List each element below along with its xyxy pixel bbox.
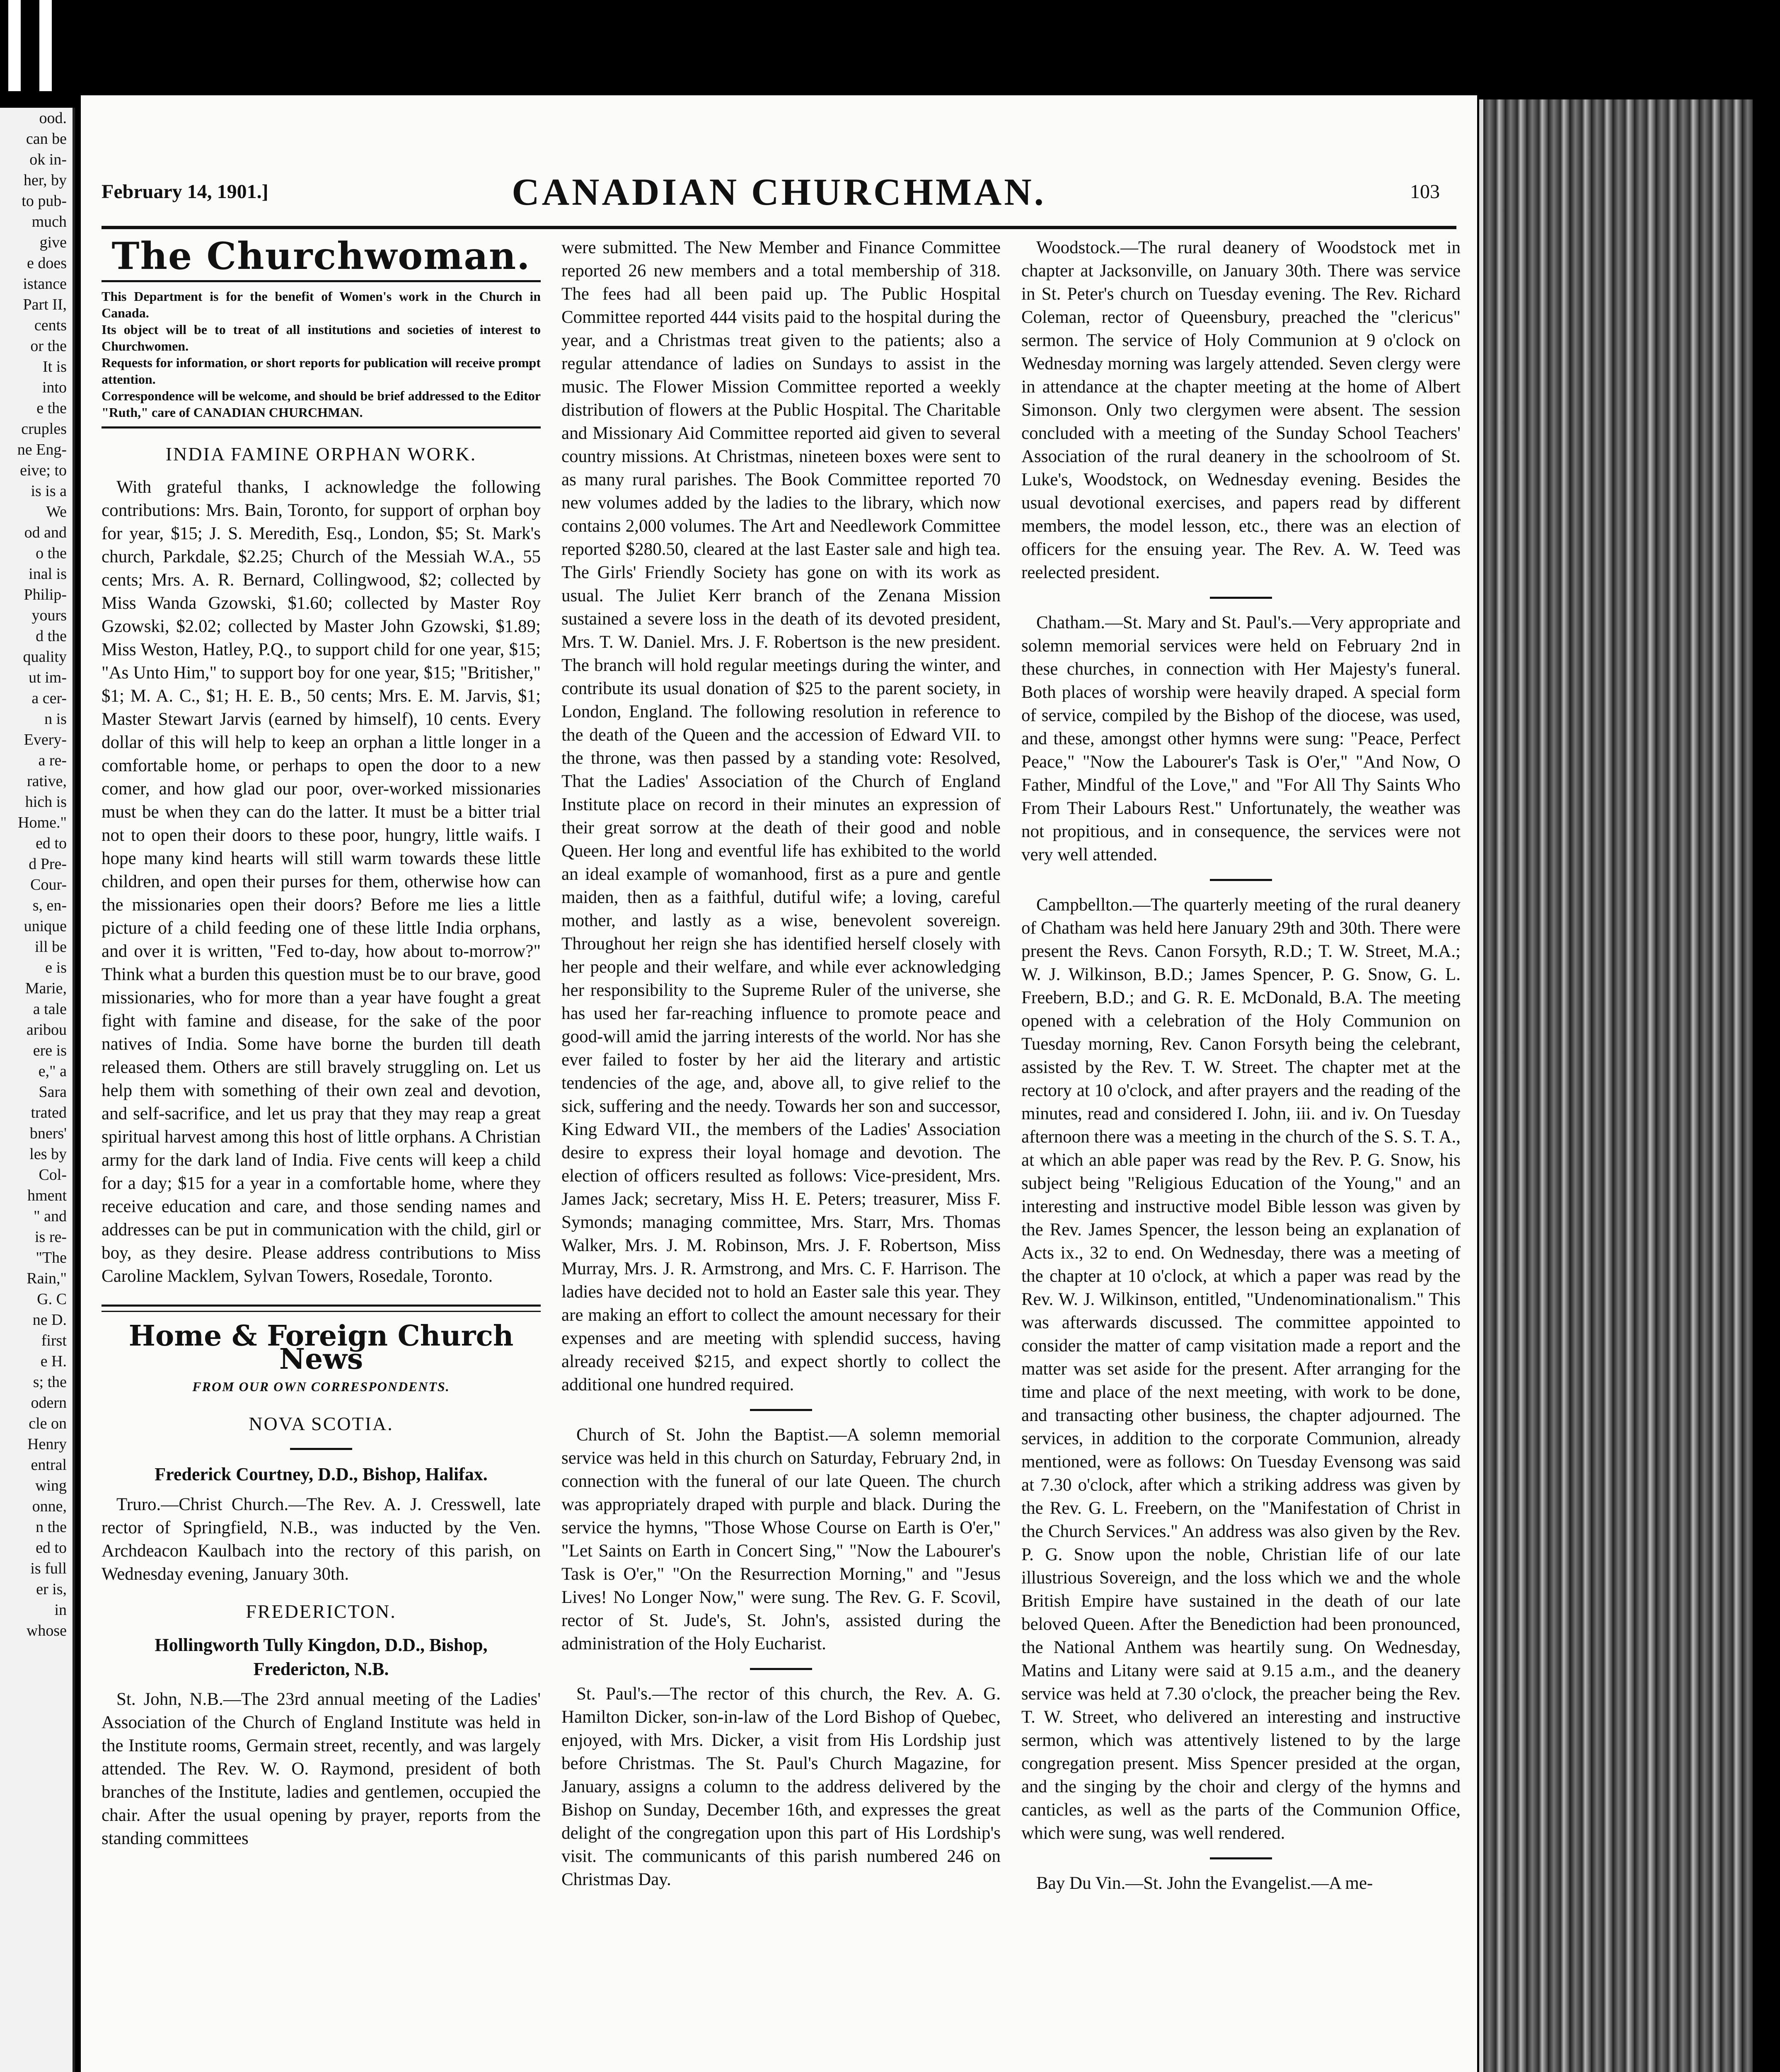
- facing-page-word: a re-: [38, 752, 67, 769]
- facing-page-word: rative,: [27, 772, 67, 790]
- facing-page-word: ill be: [34, 938, 67, 956]
- facing-page-word: Marie,: [25, 980, 67, 997]
- news-item: Bay Du Vin.—St. John the Evangelist.—A me-: [1036, 1874, 1373, 1893]
- facing-page-word: odern: [31, 1394, 67, 1411]
- news-item: St. Paul's.—The rector of this church, the Rev. A. G. Hamilton Dicker, son-in-law of the Lord Bishop of Quebec, enjoyed, with Mrs. Dicker, a visit from His Lordship just before Christmas. The St. Paul's Church Magazine, for January, assigns a column to the address delivered by the Bishop on Sunday, December 16th, and expresses the great delight of the congregation upon this part of His Lordship's visit. The communicants of this parish numbered 246 on Christmas Day.: [561, 1684, 1001, 1889]
- facing-page-word: Rain,": [27, 1270, 67, 1287]
- divider: [1210, 597, 1272, 599]
- article-title: INDIA FAMINE ORPHAN WORK.: [165, 443, 477, 465]
- facing-page-word: or the: [30, 337, 67, 355]
- facing-page-word: into: [42, 379, 67, 396]
- facing-page-word: a tale: [33, 1000, 67, 1018]
- facing-page-word: les by: [29, 1145, 67, 1163]
- facing-page-word: in: [54, 1601, 67, 1619]
- section-divider: [102, 1305, 541, 1312]
- facing-page-word: o the: [36, 545, 67, 562]
- page-header: [102, 162, 1456, 228]
- news-section-title: Home & Foreign Church News: [128, 1319, 514, 1376]
- facing-page-word: hich is: [25, 793, 67, 811]
- facing-page-word: can be: [26, 130, 67, 148]
- book-page-edges: [1479, 99, 1753, 2072]
- divider: [1210, 1857, 1272, 1859]
- notice-line: Correspondence will be welcome, and should be brief addressed to the Editor "Ruth," care of CANADIAN CHURCHMAN.: [102, 388, 541, 420]
- facing-page-word: Col-: [39, 1166, 67, 1184]
- diocese-title-fredericton: FREDERICTON.: [246, 1601, 397, 1622]
- page-number: 103: [1410, 181, 1440, 203]
- news-item: Campbellton.—The quarterly meeting of the rural deanery of Chatham was held here January 29th and 30th. There were present the Revs. Canon Forsyth, R.D.; T. W. Street, M.A.; W. J. Wilkinson, B.D.; James Spencer, P. G. Snow, G. L. Freebern, B.D.; and G. R. E. McDonald, B.A. The meeting opened with a celebration of the Holy Communion on Tuesday morning, Rev. Canon Forsyth being the celebrant, assisted by the Rev. T. W. Street. The chapter met at the rectory at 10 o'clock, and after prayers and the reading of the minutes, read and considered I. John, iii. and iv. On Tuesday afternoon there was a meeting in the church of the S. S. T. A., at which an able paper was read by the Rev. P. G. Snow, his subject being "Religious Education of the Young," and an interesting and instructive model Bible lesson was given by the Rev. James Spencer, the lesson being an explanation of Acts ix., 32 to end. On Wednesday, there was a meeting of the chapter at 10 o'clock, at which a paper was read by the Rev. W. J. Wilkinson, entitled, "Undenominationalism." This was afterwards discussed. The committee appointed to consider the matter of camp visitation made a report and the matter was set aside for the present. After arranging for the time and place of the next meeting, with work to be done, and transacting other business, the chapter adjourned. The services, in addition to the corporate Communion, already mentioned, were as follows: On Tuesday Evensong was said at 7.30 o'clock, after which a striking address was given by the Rev. G. L. Freebern, on the "Manifestation of Christ in the Church Services." An address was also given by the Rev. P. G. Snow upon the noble, Christian life of our late illustrious Sovereign, and the loss which we and the whole British Empire have sustained in the death of our late beloved Queen. After the Benediction had been pronounced, the National Anthem was heartily sung. On Wednesday, Matins and Litany were said at 9.15 a.m., and the deanery service was held at 7.30 o'clock, the preacher being the Rev. T. W. Street, who delivered an interesting and instructive sermon, which was attentively listened to by the large congregation present. Miss Spencer presided at the organ, and the singing by the choir and clergy of the hymns and canticles, as well as the parts of the Communion Office, which were sung, was well rendered.: [1021, 895, 1461, 1843]
- news-item: Church of St. John the Baptist.—A solemn memorial service was held in this church on Saturday, February 2nd, in connection with the funeral of our late Queen. The church was appropriately draped with purple and black. During the service the hymns, "Those Whose Course on Earth is O'er," "Let Saints on Earth in Concert Sing," "Now the Labourer's Task is O'er," "On the Resurrection Morning," and "Jesus Lives! No Longer Now," were sung. The Rev. G. F. Scovil, rector of St. Jude's, St. John's, assisted during the administration of the Holy Eucharist.: [561, 1425, 1001, 1653]
- facing-page-word: e does: [27, 254, 67, 272]
- facing-page-word: bners': [29, 1125, 67, 1142]
- facing-page-word: It is: [42, 358, 67, 375]
- facing-page-word: s; the: [33, 1373, 67, 1391]
- facing-page-word: " and: [34, 1208, 67, 1225]
- scan-bar-top-2: [39, 0, 52, 91]
- facing-page-word: n is: [44, 710, 67, 728]
- facing-page-word: n the: [36, 1518, 67, 1536]
- facing-page-word: Cour-: [30, 876, 67, 893]
- facing-page-word: er is,: [36, 1581, 67, 1598]
- facing-page-word: inal is: [29, 565, 67, 583]
- bishop-fredericton: [102, 1633, 541, 1681]
- facing-page-word: istance: [23, 275, 67, 293]
- facing-page-word: ed to: [36, 1539, 67, 1556]
- header-rule: [102, 226, 1456, 229]
- bishop-line: Fredericton, N.B.: [253, 1659, 389, 1679]
- facing-page-word: is full: [30, 1560, 67, 1577]
- notice-line: Requests for information, or short reports for publication will receive prompt attention.: [102, 355, 541, 387]
- scan-bar-top-1: [8, 0, 21, 91]
- news-item: Truro.—Christ Church.—The Rev. A. J. Cresswell, late rector of Springfield, N.B., was inducted by the Ven. Archdeacon Kaulbach into the rectory of this parish, on Wednesday evening, January 30th.: [102, 1495, 541, 1584]
- facing-page-word: much: [31, 213, 67, 230]
- divider: [1210, 879, 1272, 881]
- facing-page-word: give: [39, 234, 67, 251]
- bishop-nova-scotia: Frederick Courtney, D.D., Bishop, Halifax.: [155, 1464, 488, 1484]
- facing-page-word: trated: [31, 1104, 67, 1121]
- facing-page-word: cruples: [21, 420, 67, 438]
- newspaper-page: [81, 95, 1477, 2072]
- facing-page-word: Philip-: [24, 586, 67, 603]
- facing-page-word: unique: [24, 917, 67, 935]
- department-notice: [102, 280, 541, 428]
- facing-page-word: quality: [23, 648, 67, 666]
- facing-page-word: ok in-: [29, 151, 67, 168]
- facing-page-word: od and: [24, 524, 67, 541]
- facing-page-word: hment: [27, 1187, 67, 1204]
- news-item: St. John, N.B.—The 23rd annual meeting of the Ladies' Association of the Church of England Institute was held in the Institute rooms, Germain street, recently, and was largely attended. The Rev. W. O. Raymond, president of both branches of the Institute, ladies and gentlemen, occupied the chair. After the usual opening by prayer, reports from the standing committees: [102, 1690, 541, 1848]
- facing-page-word: a cer-: [31, 690, 67, 707]
- facing-page-word: cents: [34, 317, 67, 334]
- notice-line: Its object will be to treat of all institutions and societies of interest to Churchwomen.: [102, 322, 541, 353]
- facing-page-word: her, by: [24, 172, 67, 189]
- masthead-title: CANADIAN CHURCHMAN.: [512, 171, 1046, 213]
- facing-page-word: entral: [31, 1456, 67, 1474]
- facing-page-word: ne D.: [32, 1311, 67, 1329]
- facing-page-word: e the: [36, 399, 67, 417]
- facing-page-word: Every-: [24, 731, 67, 748]
- news-item: were submitted. The New Member and Finance Committee reported 26 new members and a total membership of 318. The fees had all been paid up. The Public Hospital Committee reported 444 visits paid to the hospital during the year, and a Christmas treat given to the patients; also a regular attendance of ladies on Sundays to assist in the music. The Flower Mission Committee reported a weekly distribution of flowers at the Public Hospital. The Charitable and Missionary Aid Committee reported aid given to several country missions. At Christmas, nineteen boxes were sent to as many rural parishes. The Book Committee reported 70 new volumes added by the ladies to the library, which now contains 2,000 volumes. The Art and Needlework Committee reported $280.50, cleared at the last Easter sale and high tea. The Girls' Friendly Society has gone on with its work as usual. The Juliet Kerr branch of the Zenana Mission sustained a severe loss in the death of its devoted president, Mrs. T. W. Daniel. Mrs. J. F. Robertson is the new president. The branch will hold regular meetings during the winter, and contribute its usual donation of $25 to the parent society, in London, England. The following resolution in reference to the death of the Queen and the accession of Edward VII. to the throne, was then passed by a standing vote: Resolved, That the Ladies' Association of the Church of England Institute place on record in their minutes an expression of their great sorrow at the death of their good and noble Queen. Her long and eventful life has exhibited to the world an ideal example of womanhood, first as a pure and gentle maiden, then as a faithful, dutiful wife; a loving, careful mother, and lastly as a wise, benevolent sovereign. Throughout her reign she has identified herself closely with her people and their welfare, and while ever acknowledging her responsibility to the Supreme Ruler of the universe, she has used her far-reaching influence to promote peace and good-will amid the jarring interests of the world. Nor has she ever failed to foster by her aid the literary and artistic tendencies of the age, and, above all, to give relief to the sick, suffering and the needy. Towards her son and successor, King Edward VII., the members of the Ladies' Association desire to express their loyal homage and devotion. The election of officers resulted as follows: Vice-president, Mrs. James Jack; secretary, Miss H. E. Peters; treasurer, Miss F. Symonds; managing committee, Mrs. Starr, Mrs. Thomas Walker, Mrs. J. M. Robinson, Mrs. J. F. Robertson, Miss Murray, Mrs. J. R. Armstrong, and Mrs. C. F. Harrison. The ladies have decided not to hold an Easter sale this year. They are making an effort to collect the amount necessary for their expenses and are meeting with splendid success, having already received $215, and expect shortly to collect the additional one hundred required.: [561, 238, 1001, 1394]
- news-item: Woodstock.—The rural deanery of Woodstock met in chapter at Jacksonville, on January 30th. There was service in St. Peter's church on Tuesday evening. The Rev. Richard Coleman, rector of Queensbury, preached the "clericus" sermon. The service of Holy Communion at 9 o'clock on Wednesday morning was largely attended. Seven clergy were in attendance at the chapter meeting at the home of Albert Simonson. Only two clergymen were absent. The session concluded with a meeting of the Sunday School Teachers' Association of the rural deanery in the schoolroom of St. Luke's, Woodstock, on Wednesday evening. Besides the usual devotional exercises, and papers read by different members, the model lesson, etc., there was an election of officers for the ensuing year. The Rev. A. W. Teed was reelected president.: [1021, 238, 1461, 582]
- notice-line: This Department is for the benefit of Women's work in the Church in Canada.: [102, 289, 541, 320]
- facing-page-word: ne Eng-: [17, 441, 67, 458]
- facing-page-word: e is: [45, 959, 67, 976]
- bishop-line: Hollingworth Tully Kingdon, D.D., Bishop,: [155, 1635, 488, 1655]
- column-3: [1021, 236, 1461, 1897]
- facing-page-word: ood.: [39, 109, 67, 127]
- facing-page-fragment: [0, 108, 75, 2072]
- facing-page-word: whose: [26, 1622, 67, 1639]
- divider: [750, 1668, 812, 1670]
- facing-page-word: e," a: [38, 1063, 67, 1080]
- facing-page-word: is re-: [34, 1228, 67, 1246]
- article-body: With grateful thanks, I acknowledge the following contributions: Mrs. Bain, Toronto, for support of orphan boy for year, $15; J. S. Meredith, Esq., London, $5; St. Mark's church, Parkdale, $2.25; Church of the Messiah W.A., 55 cents; Mrs. A. R. Bernard, Collingwood, $2; collected by Miss Wanda Gzowski, $1.60; collected by Master Roy Gzowski, $2.02; collected by Master John Gzowski, $1.89; Miss Weston, Hatley, P.Q., to support child for one year, $15; "As Unto Him," to support boy for one year, $15; "Britisher," $1; M. A. C., $1; H. E. B., 50 cents; Mrs. E. M. Jarvis, $1; Master Stewart Jarvis (earned by himself), 10 cents. Every dollar of this will help to keep an orphan a little longer in a comfortable home, or perhaps to open the door to a new comer, and how glad our poor, over-worked missionaries must be when they can do the latter. It must be a bitter trial not to open their doors to these poor, hungry, little waifs. I hope many kind hearts will still warm towards these little children, and open their purses for them, otherwise how can the missionaries open their doors? Before me lies a little picture of a child feeding one of these little India orphans, and over it is written, "Fed to-day, how about to-morrow?" Think what a burden this question must be to our brave, good missionaries, who for more than a year have fought a great fight with famine and disease, for the sake of the poor natives of India. Some have borne the burden till death released them. Others are still bravely struggling on. Let us help them with something of their own zeal and devotion, and self-sacrifice, and let us pray that they may reap a great spiritual harvest among this host of little orphans. A Christian army for the dark land of India. Five cents will keep a child for a day; $15 for a year in a comfortable home, where they receive education and care, and those sending names and addresses can be put in communication with the child, girl or boy, as they desire. Please address contributions to Miss Caroline Macklem, Sylvan Towers, Rosedale, Toronto.: [102, 477, 541, 1286]
- facing-page-word: eive; to: [20, 462, 67, 479]
- facing-page-word: "The: [36, 1249, 67, 1266]
- diocese-title-nova-scotia: NOVA SCOTIA.: [249, 1413, 394, 1434]
- facing-page-word: Home.": [18, 814, 67, 831]
- news-subtitle: FROM OUR OWN CORRESPONDENTS.: [192, 1379, 450, 1394]
- facing-page-word: G. C: [37, 1290, 67, 1308]
- facing-page-word: d the: [36, 627, 67, 645]
- divider: [290, 1448, 352, 1450]
- facing-page-word: Sara: [39, 1083, 67, 1101]
- facing-page-word: We: [46, 503, 67, 520]
- facing-page-word: ed to: [36, 835, 67, 852]
- facing-page-word: cle on: [29, 1415, 67, 1432]
- facing-page-word: yours: [31, 607, 67, 624]
- facing-page-word: Henry: [27, 1435, 67, 1453]
- facing-page-word: ere is: [33, 1042, 67, 1059]
- facing-page-word: ut im-: [29, 669, 67, 686]
- column-1: [102, 236, 541, 1852]
- facing-page-word: d Pre-: [29, 855, 67, 873]
- facing-page-word: e H.: [40, 1353, 67, 1370]
- facing-page-word: onne,: [32, 1498, 67, 1515]
- section-title: The Churchwoman.: [111, 234, 531, 278]
- issue-date: February 14, 1901.]: [102, 181, 268, 203]
- facing-page-word: aribou: [26, 1021, 67, 1038]
- facing-page-word: is is a: [31, 482, 67, 500]
- facing-page-word: s, en-: [32, 897, 67, 914]
- column-2: [561, 236, 1001, 1893]
- news-item: Chatham.—St. Mary and St. Paul's.—Very appropriate and solemn memorial services were held on February 2nd in these churches, in connection with Her Majesty's funeral. Both places of worship were heavily draped. A special form of service, compiled by the Bishop of the diocese, was used, and these, amongst other hymns were sung: "Peace, Perfect Peace," "Now the Labourer's Task is O'er," "And Now, O Father, Mindful of the Love," and "For All Thy Saints Who From Their Labours Rest." Unfortunately, the weather was not propitious, and in consequence, the services were not very well attended.: [1021, 613, 1461, 864]
- facing-page-word: Part II,: [23, 296, 67, 313]
- facing-page-word: wing: [35, 1477, 67, 1494]
- divider: [750, 1409, 812, 1411]
- facing-page-word: first: [41, 1332, 67, 1349]
- facing-page-word: to pub-: [22, 192, 67, 210]
